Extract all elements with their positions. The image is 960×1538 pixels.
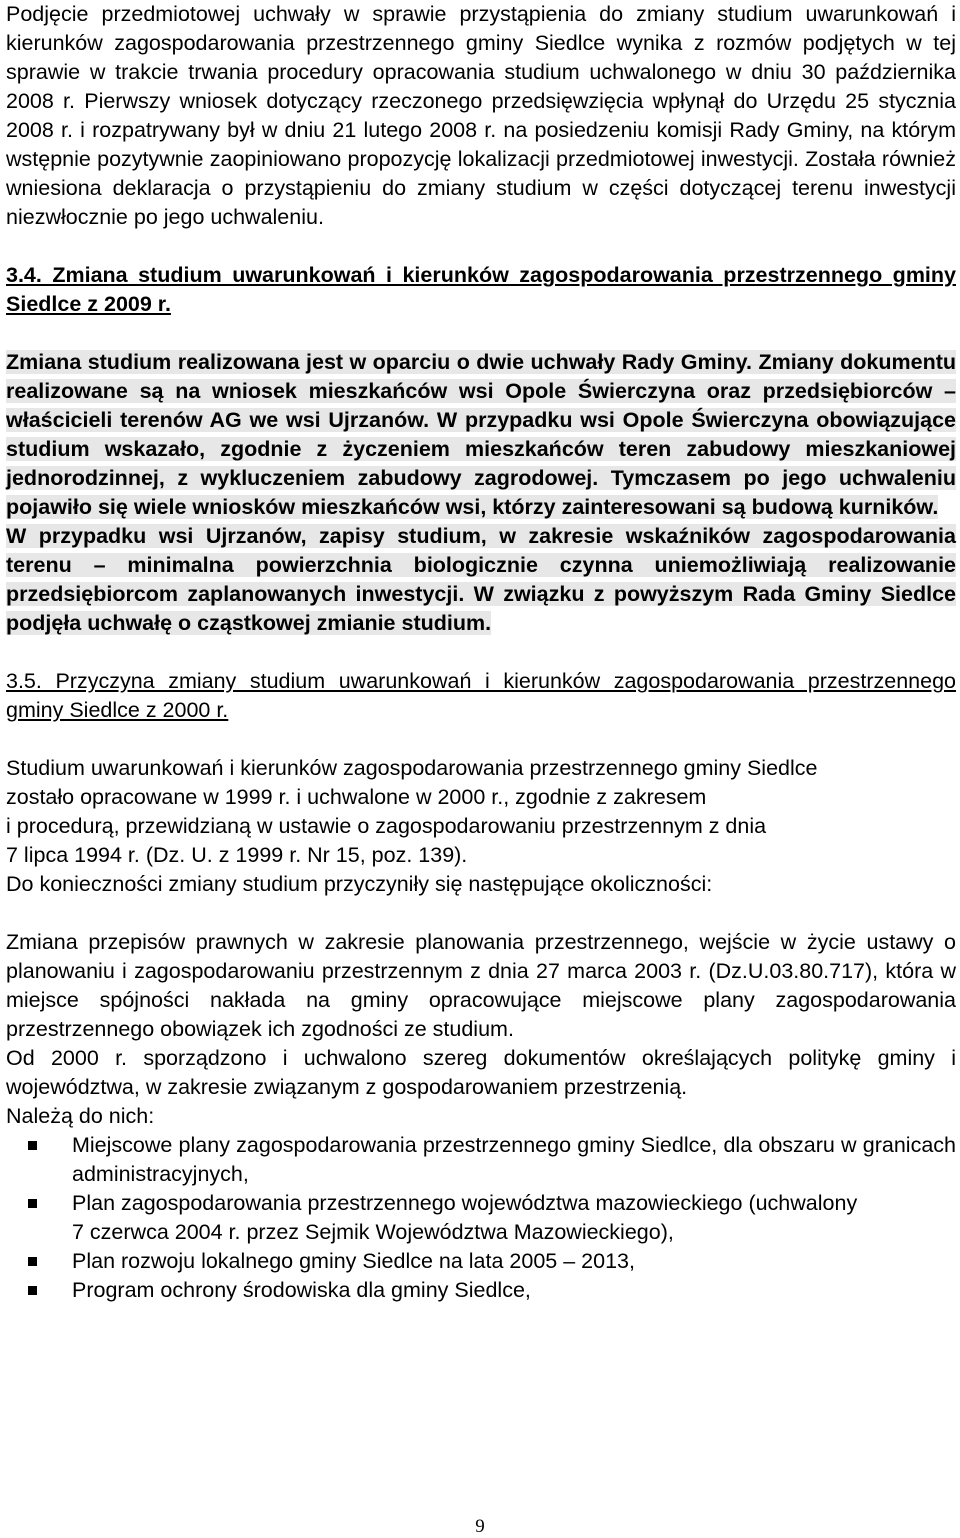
section-3-4-paragraph-1 (6, 348, 956, 522)
section-3-5-line-3: i procedurą, przewidzianą w ustawie o zagospodarowaniu przestrzennym z dnia (6, 814, 767, 838)
spacer (6, 899, 956, 928)
section-3-5-line-2: zostało opracowane w 1999 r. i uchwalone w 2000 r., zgodnie z zakresem (6, 785, 707, 809)
section-3-5-line-4: 7 lipca 1994 r. (Dz. U. z 1999 r. Nr 15, poz. 139). (6, 843, 468, 867)
square-bullet-icon (28, 1141, 37, 1150)
page-number: 9 (475, 1516, 485, 1537)
documents-list (6, 1131, 956, 1305)
list-item-text: Miejscowe plany zagospodarowania przestrzennego gminy Siedlce, dla obszaru w granicach administracyjnych, (72, 1133, 956, 1186)
list-item (6, 1247, 956, 1276)
section-3-5-paragraph-2: Zmiana przepisów prawnych w zakresie planowania przestrzennego, wejście w życie ustawy o planowaniu i zagospodarowaniu przestrzennym z dnia 27 marca 2003 r. (Dz.U.03.80.717), która w miejsce spójności nakłada na gminy opracowujące miejscowe plany zagospodarowania przestrzennego obowiązek ich zgodności ze studium. (6, 930, 956, 1041)
section-3-4-heading: 3.4. Zmiana studium uwarunkowań i kierunków zagospodarowania przestrzennego gminy Siedlce z 2009 r. (6, 263, 956, 316)
section-3-5-paragraph-3: Od 2000 r. sporządzono i uchwalono szereg dokumentów określających politykę gminy i województwa, w zakresie związanym z gospodarowaniem przestrzenią. (6, 1046, 956, 1099)
list-item-text-continued: 7 czerwca 2004 r. przez Sejmik Województwa Mazowieckiego), (72, 1220, 674, 1244)
spacer (6, 232, 956, 261)
section-3-5-paragraph-4: Należą do nich: (6, 1104, 155, 1128)
section-3-5-line-1: Studium uwarunkowań i kierunków zagospodarowania przestrzennego gminy Siedlce (6, 756, 818, 780)
square-bullet-icon (28, 1286, 37, 1295)
section-3-5-heading: 3.5. Przyczyna zmiany studium uwarunkowań i kierunków zagospodarowania przestrzennego gminy Siedlce z 2000 r. (6, 669, 956, 722)
list-item (6, 1189, 956, 1247)
highlighted-text: Zmiana studium realizowana jest w oparciu o dwie uchwały Rady Gminy. Zmiany dokumentu realizowane są na wniosek mieszkańców wsi Opole Świerczyna oraz przedsiębiorców – właścicieli terenów AG we wsi Ujrzanów. W przypadku wsi Opole Świerczyna obowiązujące studium wskazało, zgodnie z życzeniem mieszkańców teren zabudowy mieszkaniowej jednorodzinnej, z wykluczeniem zabudowy zagrodowej. Tymczasem po jego uchwaleniu pojawiło się wiele wniosków mieszkańców wsi, którzy zainteresowani są budową kurników. (6, 350, 956, 519)
highlighted-text: W przypadku wsi Ujrzanów, zapisy studium, w zakresie wskaźników zagospodarowania terenu – minimalna powierzchnia biologicznie czynna uniemożliwiają realizowanie przedsiębiorcom zaplanowanych inwestycji. W związku z powyższym Rada Gminy Siedlce podjęła uchwałę o cząstkowej zmianie studium. (6, 524, 956, 635)
intro-paragraph: Podjęcie przedmiotowej uchwały w sprawie przystąpienia do zmiany studium uwarunkowań i kierunków zagospodarowania przestrzennego gminy Siedlce wynika z rozmów podjętych w tej sprawie w trakcie trwania procedury opracowania studium uchwalonego w dniu 30 października 2008 r. Pierwszy wniosek dotyczący rzeczonego przedsięwzięcia wpłynął do Urzędu 25 stycznia 2008 r. i rozpatrywany był w dniu 21 lutego 2008 r. na posiedzeniu komisji Rady Gminy, na którym wstępnie pozytywnie zaopiniowano propozycję lokalizacji przedmiotowej inwestycji. Została również wniesiona deklaracja o przystąpieniu do zmiany studium w części dotyczącej terenu inwestycji niezwłocznie po jego uchwaleniu. (6, 2, 956, 229)
spacer (6, 725, 956, 754)
document-page (6, 0, 956, 1305)
square-bullet-icon (28, 1257, 37, 1266)
square-bullet-icon (28, 1199, 37, 1208)
spacer (6, 638, 956, 667)
section-3-5-line-5: Do konieczności zmiany studium przyczyniły się następujące okoliczności: (6, 872, 713, 896)
list-item-text: Plan rozwoju lokalnego gminy Siedlce na lata 2005 – 2013, (72, 1249, 635, 1273)
spacer (6, 319, 956, 348)
list-item (6, 1131, 956, 1189)
section-3-4-paragraph-2 (6, 522, 956, 638)
list-item-text: Program ochrony środowiska dla gminy Siedlce, (72, 1278, 531, 1302)
list-item-text: Plan zagospodarowania przestrzennego województwa mazowieckiego (uchwalony (72, 1191, 858, 1215)
list-item (6, 1276, 956, 1305)
